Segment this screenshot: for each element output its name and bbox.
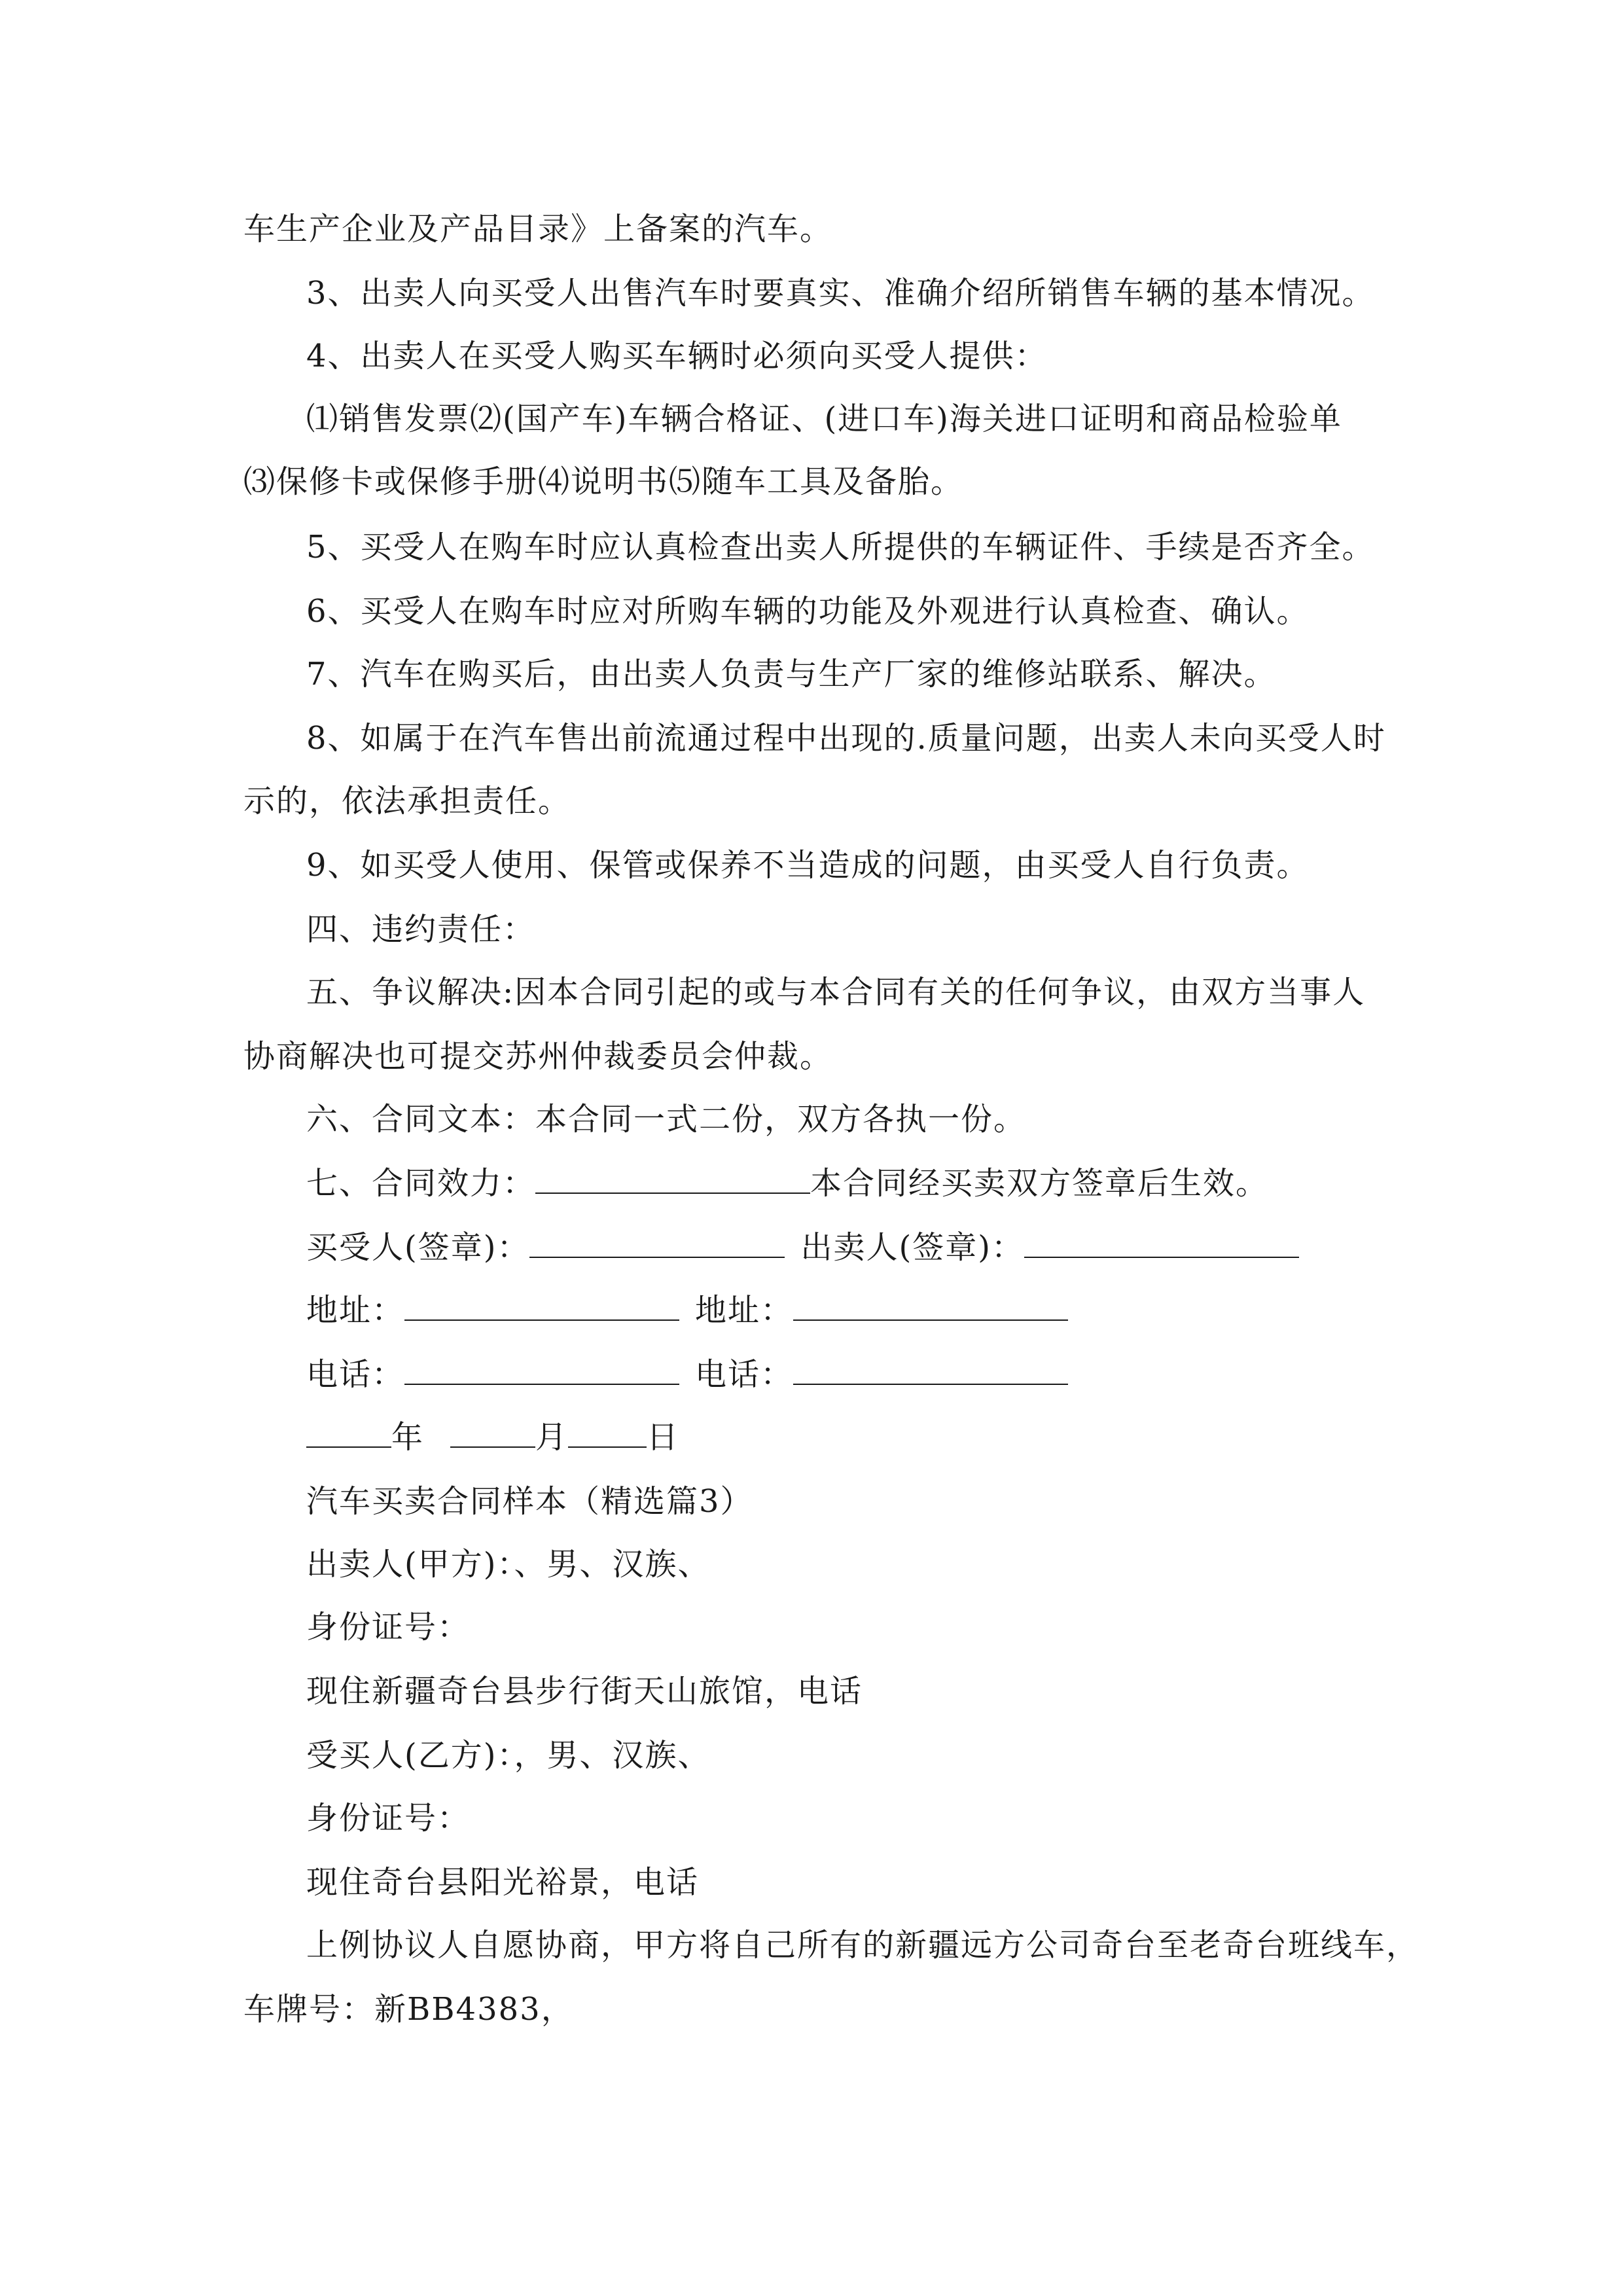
- buyer-party: 受买人(乙方)：，男、汉族、: [306, 1737, 711, 1774]
- year-label: 年: [391, 1419, 425, 1456]
- seller-phone-label: 电话：: [695, 1356, 794, 1393]
- phone-line: [306, 1355, 1068, 1394]
- clause-8-line2: 示的，依法承担责任。: [243, 783, 571, 819]
- seller-sign-label: 出卖人(签章)：: [800, 1229, 1024, 1266]
- clause-4-items-line1: ⑴销售发票⑵(国产车)车辆合格证、(进口车)海关进口证明和商品检验单: [306, 401, 1342, 437]
- clause-4: 4、出卖人在买受人购买车辆时必须向买受人提供：: [306, 338, 1048, 374]
- section-7: [306, 1164, 1268, 1203]
- section-7-tail: 本合同经买卖双方签章后生效。: [810, 1165, 1269, 1202]
- day-label: 日: [647, 1419, 680, 1456]
- section-title: 汽车买卖合同样本（精选篇3）: [306, 1483, 753, 1520]
- year-blank: [306, 1418, 391, 1448]
- month-blank: [450, 1418, 535, 1448]
- address-line: [306, 1291, 1068, 1330]
- month-label: 月: [535, 1419, 569, 1456]
- seller-address-label: 地址：: [695, 1292, 794, 1329]
- section-4-heading: 四、违约责任：: [306, 911, 536, 948]
- buyer-phone-blank: [404, 1355, 679, 1385]
- clause-6: 6、买受人在购车时应对所购车辆的功能及外观进行认真检查、确认。: [306, 593, 1310, 630]
- section-7-label: 七、合同效力：: [306, 1165, 536, 1202]
- day-blank: [568, 1418, 647, 1448]
- seller-phone-blank: [793, 1355, 1068, 1385]
- clause-8-line1: 8、如属于在汽车售出前流通过程中出现的.质量问题，出卖人未向买受人时: [306, 720, 1386, 757]
- section-6: 六、合同文本：本合同一式二份，双方各执一份。: [306, 1101, 1027, 1138]
- seller-residence: 现住新疆奇台县步行街天山旅馆，电话: [306, 1673, 863, 1710]
- section-5-line1: 五、争议解决:因本合同引起的或与本合同有关的任何争议，由双方当事人: [306, 974, 1366, 1011]
- seller-address-blank: [793, 1291, 1068, 1321]
- seller-id: 身份证号：: [306, 1609, 471, 1645]
- clause-5: 5、买受人在购车时应认真检查出卖人所提供的车辆证件、手续是否齐全。: [306, 529, 1375, 565]
- buyer-phone-label: 电话：: [306, 1356, 405, 1393]
- date-line: [306, 1418, 679, 1457]
- buyer-sign-blank: [529, 1228, 785, 1258]
- buyer-sign-label: 买受人(签章)：: [306, 1229, 530, 1266]
- agreement-line2: 车牌号：新BB4383，: [243, 1991, 574, 2028]
- clause-4-items-line2: ⑶保修卡或保修手册⑷说明书⑸随车工具及备胎。: [243, 463, 964, 500]
- buyer-residence: 现住奇台县阳光裕景，电话: [306, 1864, 700, 1901]
- seller-party: 出卖人(甲方)：、男、汉族、: [306, 1546, 711, 1583]
- clause-3: 3、出卖人向买受人出售汽车时要真实、准确介绍所销售车辆的基本情况。: [306, 275, 1375, 312]
- clause-9: 9、如买受人使用、保管或保养不当造成的问题，由买受人自行负责。: [306, 847, 1310, 884]
- buyer-address-blank: [404, 1291, 679, 1321]
- effect-blank: [535, 1164, 810, 1194]
- section-5-line2: 协商解决也可提交苏州仲裁委员会仲裁。: [243, 1038, 833, 1075]
- buyer-id: 身份证号：: [306, 1800, 471, 1837]
- agreement-line1: 上例协议人自愿协商，甲方将自己所有的新疆远方公司奇台至老奇台班线车，: [306, 1927, 1419, 1964]
- paragraph-line: 车生产企业及产品目录》上备案的汽车。: [243, 211, 833, 247]
- buyer-address-label: 地址：: [306, 1292, 405, 1329]
- seller-sign-blank: [1024, 1228, 1299, 1258]
- signature-line: [306, 1228, 1299, 1267]
- clause-7: 7、汽车在购买后，由出卖人负责与生产厂家的维修站联系、解决。: [306, 656, 1277, 692]
